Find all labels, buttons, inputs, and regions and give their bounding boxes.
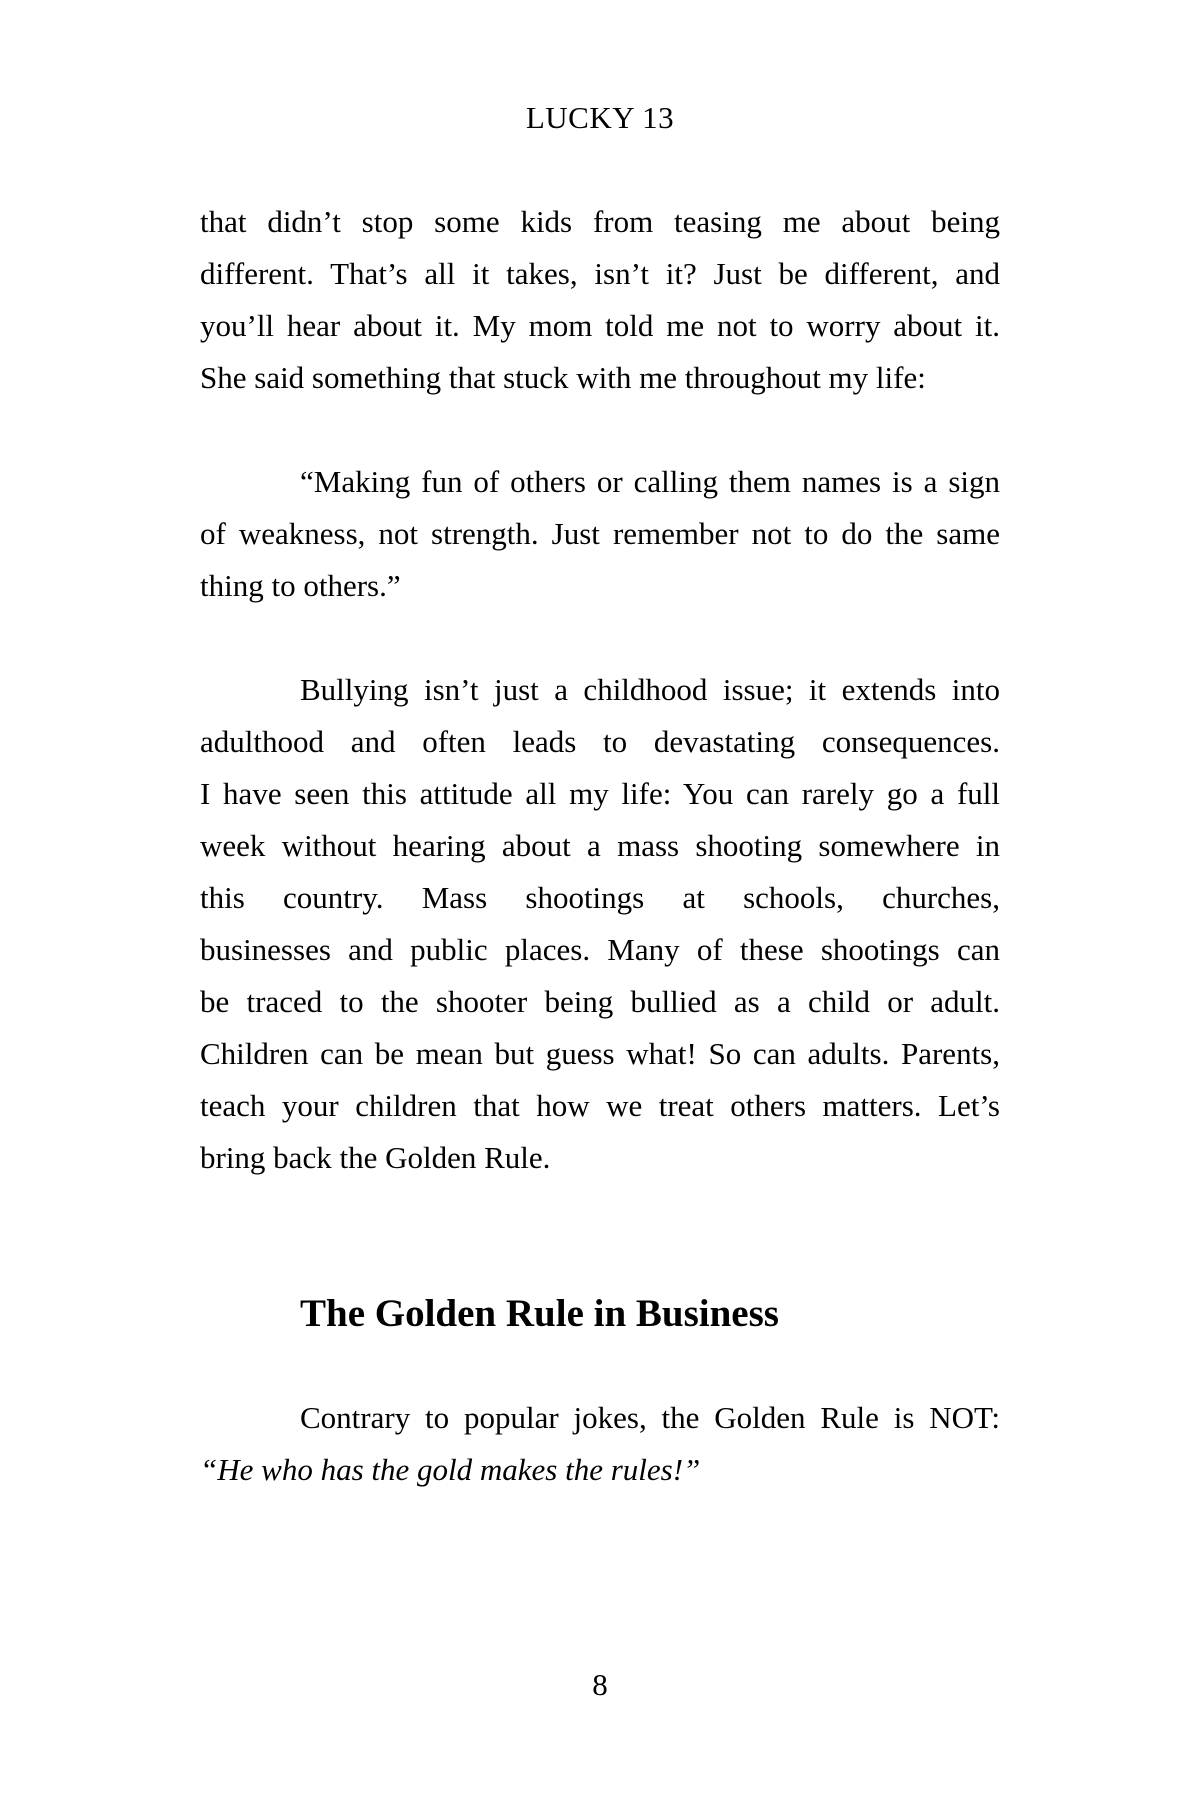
paragraph [200, 664, 1000, 1184]
page-body [200, 196, 1000, 1548]
text-line: different. That’s all it takes, isn’t it? Just be different, and [200, 256, 1000, 291]
text-line: be traced to the shooter being bullied as a child or adult. [200, 984, 1000, 1019]
paragraph [200, 456, 1000, 612]
section-heading: The Golden Rule in Business [300, 1292, 779, 1335]
text-line: Children can be mean but guess what! So can adults. Parents, [200, 1036, 1000, 1071]
paragraph [200, 196, 1000, 404]
text-line: you’ll hear about it. My mom told me not to worry about it. [200, 308, 1000, 343]
text-line: bring back the Golden Rule. [200, 1140, 551, 1175]
paragraph [200, 1392, 1000, 1496]
text-line: week without hearing about a mass shooting somewhere in [200, 828, 1000, 863]
text-line: that didn’t stop some kids from teasing me about being [200, 204, 1000, 239]
text-line: thing to others.” [200, 568, 401, 603]
text-line: Contrary to popular jokes, the Golden Rule is NOT: [300, 1400, 1000, 1435]
text-line: She said something that stuck with me throughout my life: [200, 360, 926, 395]
text-line: this country. Mass shootings at schools, churches, [200, 880, 1000, 915]
text-line: teach your children that how we treat others matters. Let’s [200, 1088, 1000, 1123]
text-line: businesses and public places. Many of these shootings can [200, 932, 1000, 967]
text-line: of weakness, not strength. Just remember not to do the same [200, 516, 1000, 551]
text-line: “He who has the gold makes the rules!” [200, 1452, 701, 1487]
text-line: adulthood and often leads to devastating consequences. [200, 724, 1000, 759]
text-line: Bullying isn’t just a childhood issue; it extends into [300, 672, 1000, 707]
text-line: “Making fun of others or calling them names is a sign [300, 464, 1000, 499]
running-header: LUCKY 13 [525, 100, 675, 135]
text-line: I have seen this attitude all my life: You can rarely go a full [200, 776, 1000, 811]
page-number: 8 [592, 1667, 608, 1702]
